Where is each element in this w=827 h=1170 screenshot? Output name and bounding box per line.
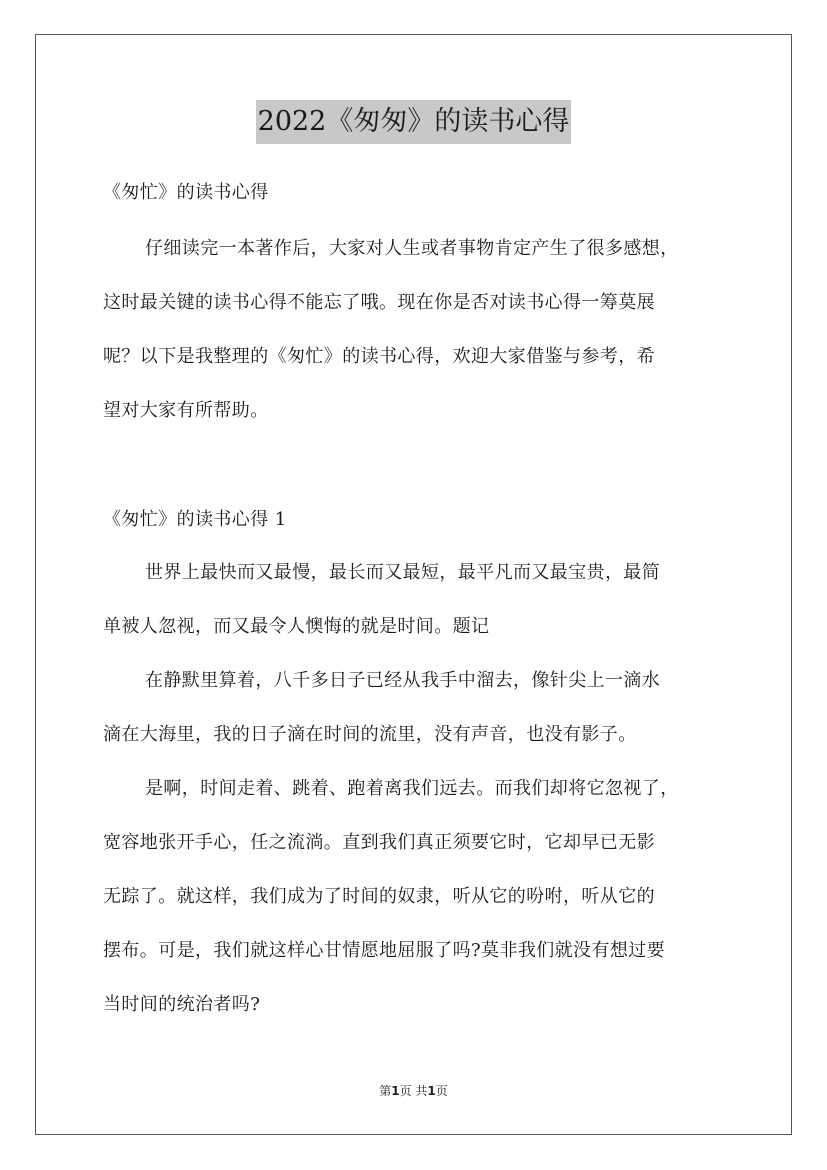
intro-paragraph-line: 这时最关键的读书心得不能忘了哦。现在你是否对读书心得一筹莫展 xyxy=(103,292,655,313)
section-heading-intro: 《匆忙》的读书心得 xyxy=(103,182,269,203)
essay-paragraph-line: 是啊，时间走着、跳着、跑着离我们远去。而我们却将它忽视了， xyxy=(145,778,679,799)
footer-page-total: 1 xyxy=(427,1084,436,1098)
essay-paragraph-line: 滴在大海里，我的日子滴在时间的流里，没有声音，也没有影子。 xyxy=(103,724,637,745)
essay-paragraph-line: 单被人忽视，而又最令人懊悔的就是时间。题记 xyxy=(103,616,490,637)
footer-page-number: 1 xyxy=(391,1084,400,1098)
intro-paragraph-line: 仔细读完一本著作后，大家对人生或者事物肯定产生了很多感想， xyxy=(145,238,679,259)
essay-paragraph-line: 世界上最快而又最慢，最长而又最短，最平凡而又最宝贵，最简 xyxy=(145,562,661,583)
intro-paragraph-line: 望对大家有所帮助。 xyxy=(103,400,269,421)
essay-paragraph-line: 宽容地张开手心，任之流淌。直到我们真正须要它时，它却早已无影 xyxy=(103,832,655,853)
essay-paragraph-line: 摆布。可是，我们就这样心甘情愿地屈服了吗?莫非我们就没有想过要 xyxy=(103,940,666,961)
section-heading-essay-1: 《匆忙》的读书心得 1 xyxy=(103,509,287,530)
title-container xyxy=(0,100,827,144)
intro-paragraph-line: 呢？以下是我整理的《匆忙》的读书心得，欢迎大家借鉴与参考，希 xyxy=(103,346,655,367)
document-title: 2022《匆匆》的读书心得 xyxy=(256,100,572,144)
footer-page-prefix: 第 xyxy=(379,1084,392,1098)
footer-page-suffix: 页 xyxy=(435,1084,448,1098)
essay-paragraph-line: 在静默里算着，八千多日子已经从我手中溜去，像针尖上一滴水 xyxy=(145,670,661,691)
footer-page-mid: 页 共 xyxy=(399,1084,428,1098)
page-footer xyxy=(0,1082,827,1100)
essay-paragraph-line: 无踪了。就这样，我们成为了时间的奴隶，听从它的吩咐，听从它的 xyxy=(103,886,655,907)
essay-paragraph-line: 当时间的统治者吗? xyxy=(103,994,261,1015)
